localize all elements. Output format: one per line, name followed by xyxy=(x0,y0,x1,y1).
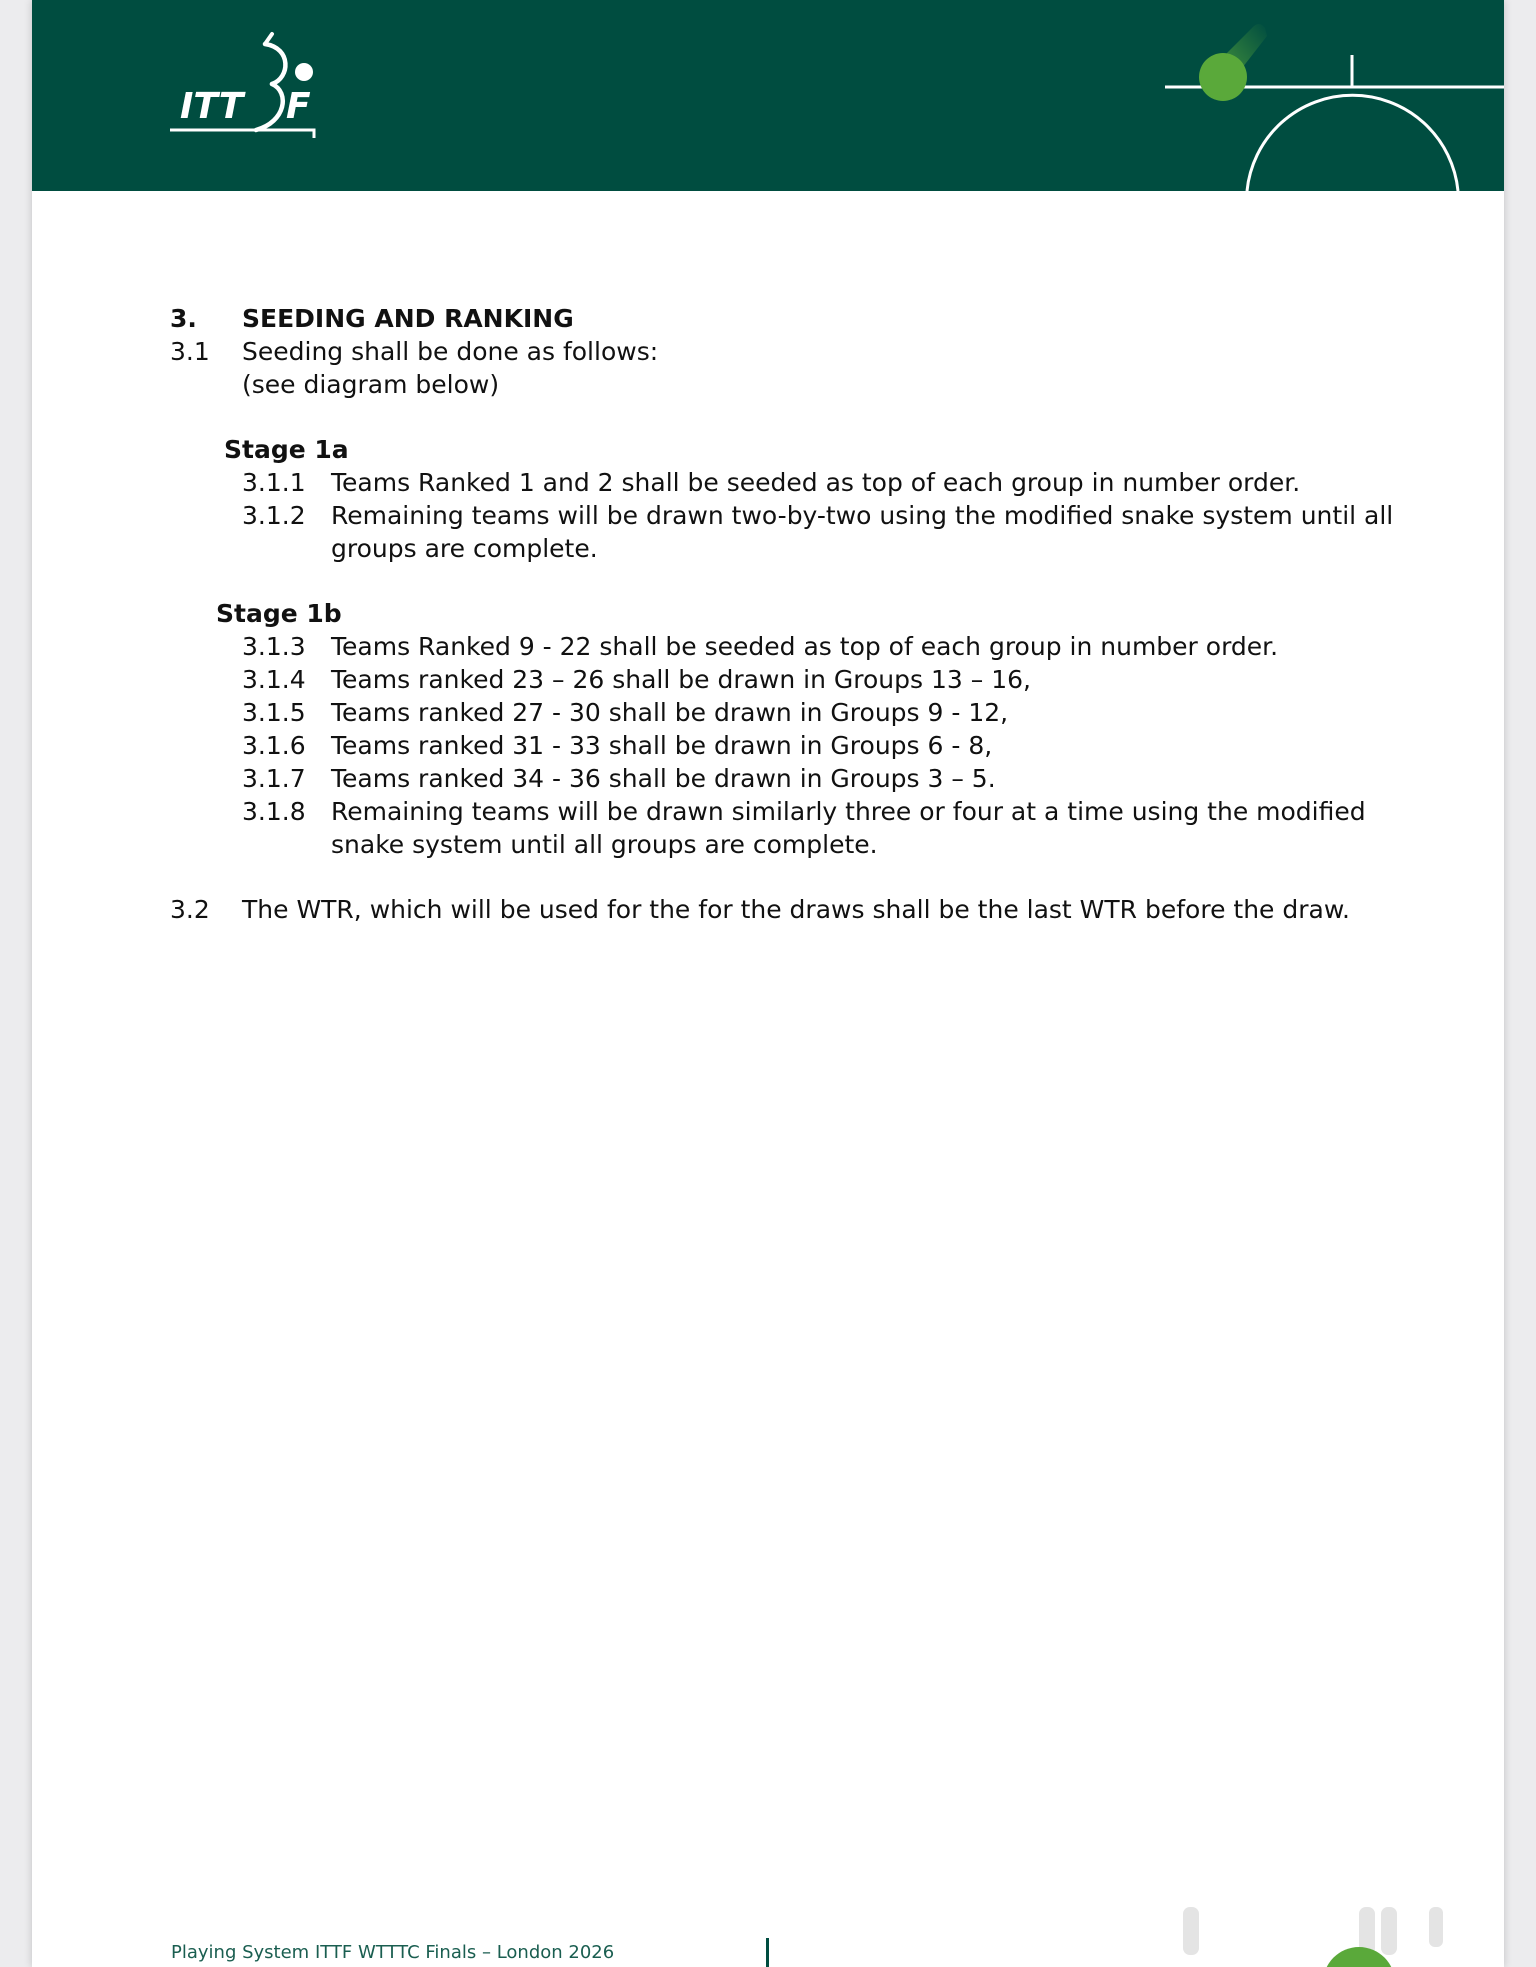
item-subtext-3-1: (see diagram below) xyxy=(242,370,500,399)
item-number-3-1-8: 3.1.8 xyxy=(242,797,306,826)
footer-divider xyxy=(766,1938,769,1967)
stage-1b-heading: Stage 1b xyxy=(216,599,342,628)
item-number-3-1-1: 3.1.1 xyxy=(242,468,306,497)
item-number-3-1-7: 3.1.7 xyxy=(242,764,306,793)
item-text-3-1-1: Teams Ranked 1 and 2 shall be seeded as top of each group in number order. xyxy=(331,468,1301,497)
document-body xyxy=(32,0,1504,1900)
item-number-3-1: 3.1 xyxy=(170,337,210,366)
item-number-3-1-6: 3.1.6 xyxy=(242,731,306,760)
item-text-3-1-2-continued: groups are complete. xyxy=(331,534,598,563)
item-text-3-2: The WTR, which will be used for the for the draws shall be the last WTR before the draw. xyxy=(242,895,1350,924)
item-text-3-1-8: Remaining teams will be drawn similarly three or four at a time using the modified xyxy=(331,797,1366,826)
section-title: SEEDING AND RANKING xyxy=(242,304,574,333)
item-number-3-1-3: 3.1.3 xyxy=(242,632,306,661)
item-number-3-1-2: 3.1.2 xyxy=(242,501,306,530)
item-text-3-1-8-continued: snake system until all groups are complete. xyxy=(331,830,878,859)
item-number-3-1-4: 3.1.4 xyxy=(242,665,306,694)
section-number: 3. xyxy=(170,304,197,333)
item-text-3-1-3: Teams Ranked 9 - 22 shall be seeded as top of each group in number order. xyxy=(331,632,1279,661)
item-text-3-1: Seeding shall be done as follows: xyxy=(242,337,659,366)
item-text-3-1-4: Teams ranked 23 – 26 shall be drawn in Groups 13 – 16, xyxy=(331,665,1031,694)
item-text-3-1-5: Teams ranked 27 - 30 shall be drawn in Groups 9 - 12, xyxy=(331,698,1009,727)
footer-caption: Playing System ITTF WTTTC Finals – London 2026 xyxy=(171,1942,615,1963)
document-page xyxy=(32,0,1504,1967)
svg-text:ITT: ITT xyxy=(180,86,244,127)
stage-1a-heading: Stage 1a xyxy=(224,435,349,464)
item-text-3-1-2: Remaining teams will be drawn two-by-two using the modified snake system until all xyxy=(331,501,1394,530)
svg-text:F: F xyxy=(286,86,311,127)
footer-decorative-graphic xyxy=(1137,1905,1504,1967)
item-text-3-1-7: Teams ranked 34 - 36 shall be drawn in Groups 3 – 5. xyxy=(331,764,996,793)
item-text-3-1-6: Teams ranked 31 - 33 shall be drawn in Groups 6 - 8, xyxy=(331,731,993,760)
item-number-3-2: 3.2 xyxy=(170,895,210,924)
item-number-3-1-5: 3.1.5 xyxy=(242,698,306,727)
